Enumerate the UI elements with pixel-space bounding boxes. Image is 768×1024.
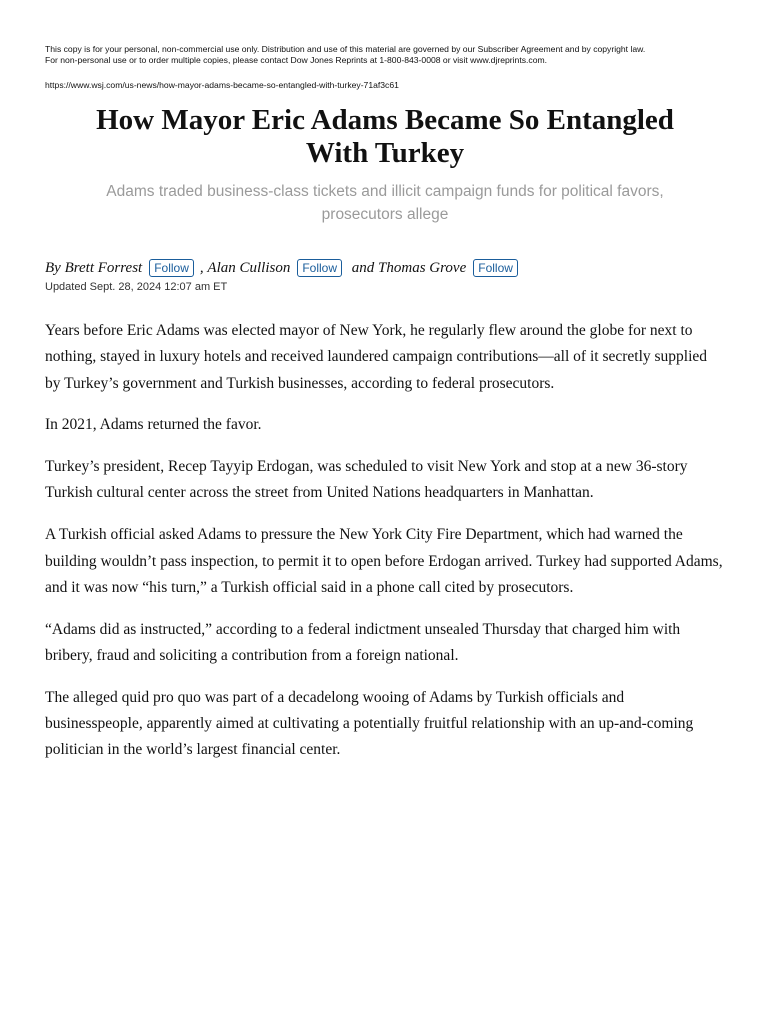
article-paragraph	[45, 617, 725, 670]
inline-link-campaign-contributions[interactable]: received laundered campaign contributions	[271, 348, 539, 366]
paragraph-text: Years before Eric Adams was elected mayor of New York, he regularly flew around the globe for next to nothing, stayed in luxury hotels and	[45, 322, 693, 366]
inline-link-turkey-supported-adams[interactable]: Turkey had supported Adams	[536, 552, 719, 570]
article-paragraph	[45, 318, 725, 397]
author-name[interactable]: Thomas Grove	[378, 259, 467, 276]
paragraph-text: Thursday that charged him with bribery, fraud and soliciting a contribution from a foreign national.	[45, 620, 681, 664]
article-paragraph: Turkey’s president, Recep Tayyip Erdogan, was scheduled to visit New York and stop at a new 36-story Turkish cultural center across the street from United Nations headquarters in Manhattan.	[45, 458, 688, 502]
byline	[45, 259, 725, 277]
article-headline	[45, 104, 725, 170]
article-url: https://www.wsj.com/us-news/how-mayor-adams-became-so-entangled-with-turkey-71af3c61	[45, 80, 399, 90]
byline-by: By	[45, 259, 61, 276]
follow-author-button[interactable]: Follow	[473, 259, 518, 277]
article-subheadline	[45, 180, 725, 226]
byline-separator: ,	[199, 259, 204, 276]
headline-line2: With Turkey	[305, 137, 465, 169]
article-paragraph: The alleged quid pro quo was part of a decadelong wooing of Adams by Turkish officials and businesspeople, apparently aimed at cultivating a potentially fruitful relationship with an up-and-coming politician in the world’s largest financial center.	[45, 688, 694, 759]
copyright-notice	[45, 44, 725, 65]
article-body	[45, 318, 725, 764]
follow-author-button[interactable]: Follow	[149, 259, 194, 277]
paragraph-text: A Turkish official asked Adams to pressure the New York City Fire Department, which had warned the building wouldn’t pass inspection, to permit it to open before Erdogan arrived.	[45, 526, 683, 570]
paragraph-text: “Adams did as instructed,” according to a	[45, 620, 308, 638]
byline-and: and	[351, 259, 375, 276]
follow-author-button[interactable]: Follow	[297, 259, 342, 277]
dek-line2: prosecutors allege	[321, 206, 449, 223]
article-paragraph: In 2021, Adams returned the favor.	[45, 416, 262, 434]
author-name[interactable]: Alan Cullison	[207, 259, 291, 276]
author-name[interactable]: Brett Forrest	[64, 259, 143, 276]
updated-timestamp: Updated Sept. 28, 2024 12:07 am ET	[45, 281, 228, 293]
headline-line1: How Mayor Eric Adams Became So Entangled	[96, 104, 674, 136]
paragraph-text: , and it was now “his turn,” a Turkish official said in a phone call cited by prosecutors.	[45, 552, 723, 596]
article-page	[45, 44, 725, 779]
article-paragraph	[45, 522, 725, 601]
paragraph-text: —all of it secretly supplied by Turkey’s government and Turkish businesses, according to federal prosecutors.	[45, 348, 708, 392]
copyright-notice-line1: This copy is for your personal, non-commercial use only. Distribution and use of this material are governed by our Subscriber Agreement and by copyright law.	[45, 44, 646, 54]
copyright-notice-line2: For non-personal use or to order multiple copies, please contact Dow Jones Reprints at 1-800-843-0008 or visit www.djreprints.com.	[45, 54, 548, 65]
inline-link-federal-indictment[interactable]: federal indictment unsealed	[307, 620, 479, 638]
dek-line1: Adams traded business-class tickets and illicit campaign funds for political favors,	[106, 183, 664, 200]
